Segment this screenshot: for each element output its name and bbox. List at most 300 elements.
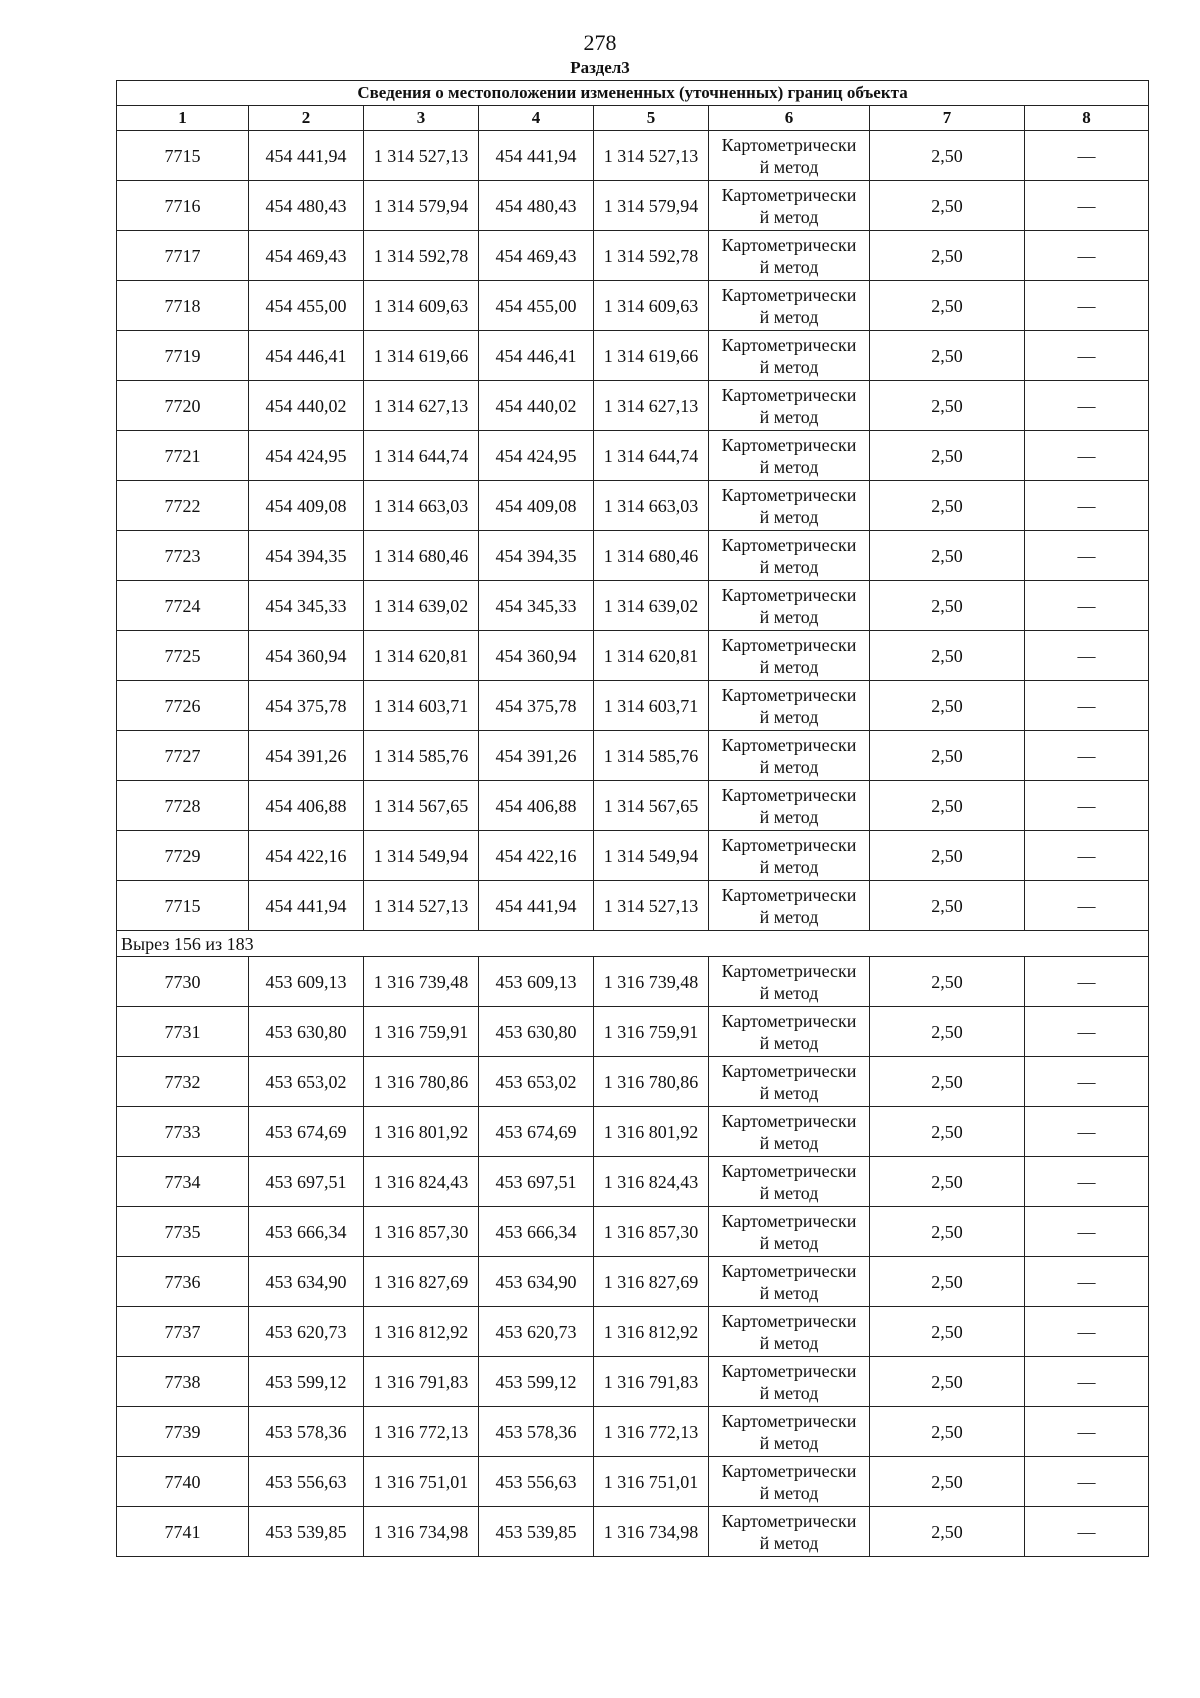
table-row [117,581,1149,631]
method-line-1: Картометрически [721,834,857,855]
coordinates-table [116,80,1149,1557]
x-coordinate-new-cell: 453 556,63 [479,1457,594,1507]
table-row [117,781,1149,831]
description-cell: — [1025,681,1149,731]
point-number-cell: 7735 [117,1207,249,1257]
accuracy-cell: 2,50 [870,1507,1025,1557]
table-row [117,1257,1149,1307]
x-coordinate-new-cell: 453 697,51 [479,1157,594,1207]
y-coordinate-new-cell: 1 316 857,30 [594,1207,709,1257]
point-number-cell: 7722 [117,481,249,531]
description-cell: — [1025,1407,1149,1457]
x-coordinate-cell: 453 599,12 [249,1357,364,1407]
table-row [117,1057,1149,1107]
x-coordinate-cell: 454 455,00 [249,281,364,331]
y-coordinate-new-cell: 1 314 527,13 [594,131,709,181]
method-cell [709,581,870,631]
method-line-2: й метод [759,1482,819,1503]
method-line-1: Картометрически [721,234,857,255]
x-coordinate-new-cell: 454 446,41 [479,331,594,381]
description-cell: — [1025,1307,1149,1357]
y-coordinate-new-cell: 1 314 579,94 [594,181,709,231]
accuracy-cell: 2,50 [870,781,1025,831]
table-row [117,881,1149,931]
accuracy-cell: 2,50 [870,1057,1025,1107]
x-coordinate-new-cell: 454 441,94 [479,881,594,931]
method-line-1: Картометрически [721,384,857,405]
y-coordinate-new-cell: 1 314 627,13 [594,381,709,431]
y-coordinate-new-cell: 1 314 592,78 [594,231,709,281]
method-line-2: й метод [759,406,819,427]
y-coordinate-new-cell: 1 316 772,13 [594,1407,709,1457]
method-line-2: й метод [759,256,819,277]
x-coordinate-cell: 454 360,94 [249,631,364,681]
accuracy-cell: 2,50 [870,481,1025,531]
method-line-1: Картометрически [721,584,857,605]
x-coordinate-new-cell: 453 599,12 [479,1357,594,1407]
description-cell: — [1025,1457,1149,1507]
accuracy-cell: 2,50 [870,731,1025,781]
method-line-1: Картометрически [721,484,857,505]
y-coordinate-new-cell: 1 316 739,48 [594,957,709,1007]
x-coordinate-new-cell: 454 424,95 [479,431,594,481]
method-line-1: Картометрически [721,884,857,905]
table-row [117,731,1149,781]
y-coordinate-new-cell: 1 314 620,81 [594,631,709,681]
table-row [117,1457,1149,1507]
method-line-2: й метод [759,756,819,777]
x-coordinate-cell: 454 409,08 [249,481,364,531]
point-number-cell: 7733 [117,1107,249,1157]
method-line-1: Картометрически [721,1510,857,1531]
accuracy-cell: 2,50 [870,1207,1025,1257]
point-number-cell: 7738 [117,1357,249,1407]
x-coordinate-new-cell: 453 666,34 [479,1207,594,1257]
x-coordinate-new-cell: 453 620,73 [479,1307,594,1357]
method-cell [709,831,870,881]
description-cell: — [1025,1507,1149,1557]
method-line-2: й метод [759,856,819,877]
y-coordinate-new-cell: 1 316 734,98 [594,1507,709,1557]
point-number-cell: 7730 [117,957,249,1007]
table-row [117,331,1149,381]
point-number-cell: 7715 [117,131,249,181]
method-cell [709,1357,870,1407]
method-line-2: й метод [759,1082,819,1103]
method-line-1: Картометрически [721,1060,857,1081]
x-coordinate-new-cell: 454 455,00 [479,281,594,331]
y-coordinate-cell: 1 316 780,86 [364,1057,479,1107]
x-coordinate-cell: 453 674,69 [249,1107,364,1157]
method-cell [709,281,870,331]
y-coordinate-new-cell: 1 314 644,74 [594,431,709,481]
page-number: 278 [583,30,617,55]
x-coordinate-new-cell: 453 609,13 [479,957,594,1007]
x-coordinate-cell: 453 653,02 [249,1057,364,1107]
method-cell [709,957,870,1007]
table-row [117,1107,1149,1157]
accuracy-cell: 2,50 [870,581,1025,631]
x-coordinate-new-cell: 454 440,02 [479,381,594,431]
method-cell [709,1207,870,1257]
method-line-1: Картометрически [721,1160,857,1181]
description-cell: — [1025,1357,1149,1407]
method-cell [709,1407,870,1457]
method-cell [709,681,870,731]
accuracy-cell: 2,50 [870,281,1025,331]
x-coordinate-new-cell: 454 391,26 [479,731,594,781]
method-cell [709,731,870,781]
x-coordinate-cell: 454 441,94 [249,881,364,931]
y-coordinate-cell: 1 316 734,98 [364,1507,479,1557]
point-number-cell: 7726 [117,681,249,731]
accuracy-cell: 2,50 [870,1107,1025,1157]
x-coordinate-cell: 453 634,90 [249,1257,364,1307]
description-cell: — [1025,531,1149,581]
method-line-1: Картометрически [721,684,857,705]
accuracy-cell: 2,50 [870,331,1025,381]
method-line-1: Картометрически [721,334,857,355]
column-header: 5 [594,106,709,131]
point-number-cell: 7717 [117,231,249,281]
x-coordinate-cell: 454 391,26 [249,731,364,781]
description-cell: — [1025,1157,1149,1207]
accuracy-cell: 2,50 [870,1407,1025,1457]
description-cell: — [1025,1207,1149,1257]
method-cell [709,1057,870,1107]
x-coordinate-new-cell: 453 630,80 [479,1007,594,1057]
table-row [117,631,1149,681]
method-line-2: й метод [759,1432,819,1453]
y-coordinate-cell: 1 316 791,83 [364,1357,479,1407]
point-number-cell: 7723 [117,531,249,581]
y-coordinate-new-cell: 1 314 609,63 [594,281,709,331]
cutout-label: Вырез 156 из 183 [117,931,1149,957]
y-coordinate-cell: 1 314 527,13 [364,131,479,181]
point-number-cell: 7720 [117,381,249,431]
table-row [117,281,1149,331]
point-number-cell: 7715 [117,881,249,931]
point-number-cell: 7729 [117,831,249,881]
method-line-1: Картометрически [721,434,857,455]
method-line-2: й метод [759,1232,819,1253]
x-coordinate-new-cell: 453 653,02 [479,1057,594,1107]
table-row [117,957,1149,1007]
method-line-1: Картометрически [721,634,857,655]
y-coordinate-cell: 1 314 663,03 [364,481,479,531]
x-coordinate-new-cell: 454 469,43 [479,231,594,281]
accuracy-cell: 2,50 [870,381,1025,431]
y-coordinate-new-cell: 1 316 812,92 [594,1307,709,1357]
method-line-1: Картометрически [721,1460,857,1481]
method-cell [709,1307,870,1357]
x-coordinate-new-cell: 454 360,94 [479,631,594,681]
table-caption: Сведения о местоположении измененных (уточненных) границ объекта [117,81,1149,106]
x-coordinate-cell: 453 620,73 [249,1307,364,1357]
point-number-cell: 7731 [117,1007,249,1057]
point-number-cell: 7732 [117,1057,249,1107]
description-cell: — [1025,581,1149,631]
y-coordinate-cell: 1 316 759,91 [364,1007,479,1057]
y-coordinate-new-cell: 1 314 680,46 [594,531,709,581]
table-row [117,231,1149,281]
y-coordinate-new-cell: 1 314 603,71 [594,681,709,731]
x-coordinate-cell: 453 630,80 [249,1007,364,1057]
y-coordinate-cell: 1 314 567,65 [364,781,479,831]
column-header: 8 [1025,106,1149,131]
method-cell [709,1457,870,1507]
description-cell: — [1025,1057,1149,1107]
y-coordinate-cell: 1 314 639,02 [364,581,479,631]
point-number-cell: 7721 [117,431,249,481]
method-line-2: й метод [759,306,819,327]
y-coordinate-cell: 1 314 644,74 [364,431,479,481]
method-cell [709,331,870,381]
x-coordinate-new-cell: 454 406,88 [479,781,594,831]
y-coordinate-cell: 1 316 824,43 [364,1157,479,1207]
x-coordinate-new-cell: 454 394,35 [479,531,594,581]
description-cell: — [1025,181,1149,231]
point-number-cell: 7727 [117,731,249,781]
accuracy-cell: 2,50 [870,231,1025,281]
x-coordinate-cell: 454 440,02 [249,381,364,431]
table-row [117,431,1149,481]
accuracy-cell: 2,50 [870,681,1025,731]
method-line-2: й метод [759,206,819,227]
point-number-cell: 7737 [117,1307,249,1357]
x-coordinate-cell: 454 375,78 [249,681,364,731]
description-cell: — [1025,1257,1149,1307]
point-number-cell: 7734 [117,1157,249,1207]
method-cell [709,1507,870,1557]
column-header: 6 [709,106,870,131]
method-line-1: Картометрически [721,960,857,981]
point-number-cell: 7716 [117,181,249,231]
description-cell: — [1025,831,1149,881]
method-line-2: й метод [759,556,819,577]
method-line-1: Картометрически [721,284,857,305]
y-coordinate-cell: 1 314 680,46 [364,531,479,581]
accuracy-cell: 2,50 [870,881,1025,931]
method-cell [709,781,870,831]
method-cell [709,531,870,581]
method-line-2: й метод [759,806,819,827]
point-number-cell: 7724 [117,581,249,631]
method-cell [709,1007,870,1057]
method-cell [709,181,870,231]
method-line-1: Картометрически [721,734,857,755]
x-coordinate-new-cell: 454 422,16 [479,831,594,881]
y-coordinate-cell: 1 314 603,71 [364,681,479,731]
method-line-1: Картометрически [721,1410,857,1431]
column-header: 4 [479,106,594,131]
table-row [117,131,1149,181]
point-number-cell: 7736 [117,1257,249,1307]
method-line-1: Картометрически [721,1260,857,1281]
x-coordinate-cell: 453 578,36 [249,1407,364,1457]
accuracy-cell: 2,50 [870,1457,1025,1507]
x-coordinate-cell: 453 666,34 [249,1207,364,1257]
x-coordinate-cell: 454 394,35 [249,531,364,581]
description-cell: — [1025,1107,1149,1157]
accuracy-cell: 2,50 [870,131,1025,181]
method-line-2: й метод [759,706,819,727]
y-coordinate-cell: 1 314 619,66 [364,331,479,381]
accuracy-cell: 2,50 [870,1007,1025,1057]
y-coordinate-new-cell: 1 314 585,76 [594,731,709,781]
accuracy-cell: 2,50 [870,1157,1025,1207]
description-cell: — [1025,381,1149,431]
method-line-1: Картометрически [721,1210,857,1231]
point-number-cell: 7719 [117,331,249,381]
x-coordinate-new-cell: 454 480,43 [479,181,594,231]
x-coordinate-new-cell: 454 409,08 [479,481,594,531]
accuracy-cell: 2,50 [870,631,1025,681]
y-coordinate-cell: 1 316 739,48 [364,957,479,1007]
point-number-cell: 7718 [117,281,249,331]
y-coordinate-cell: 1 316 857,30 [364,1207,479,1257]
method-cell [709,131,870,181]
method-line-2: й метод [759,1382,819,1403]
method-line-2: й метод [759,356,819,377]
y-coordinate-cell: 1 316 801,92 [364,1107,479,1157]
method-cell [709,631,870,681]
column-header: 2 [249,106,364,131]
x-coordinate-new-cell: 453 578,36 [479,1407,594,1457]
y-coordinate-new-cell: 1 314 663,03 [594,481,709,531]
method-line-2: й метод [759,1132,819,1153]
method-cell [709,481,870,531]
table-row [117,481,1149,531]
table-row [117,1307,1149,1357]
description-cell: — [1025,957,1149,1007]
method-line-1: Картометрически [721,134,857,155]
table-row [117,1357,1149,1407]
method-line-2: й метод [759,156,819,177]
section-title: Раздел3 [570,58,630,77]
y-coordinate-new-cell: 1 316 751,01 [594,1457,709,1507]
description-cell: — [1025,631,1149,681]
y-coordinate-cell: 1 314 627,13 [364,381,479,431]
y-coordinate-cell: 1 314 579,94 [364,181,479,231]
accuracy-cell: 2,50 [870,531,1025,581]
accuracy-cell: 2,50 [870,831,1025,881]
x-coordinate-cell: 454 446,41 [249,331,364,381]
x-coordinate-cell: 454 345,33 [249,581,364,631]
y-coordinate-cell: 1 314 592,78 [364,231,479,281]
x-coordinate-new-cell: 454 345,33 [479,581,594,631]
accuracy-cell: 2,50 [870,431,1025,481]
description-cell: — [1025,331,1149,381]
column-header: 3 [364,106,479,131]
accuracy-cell: 2,50 [870,1357,1025,1407]
method-line-2: й метод [759,656,819,677]
y-coordinate-new-cell: 1 314 527,13 [594,881,709,931]
table-header-row [117,106,1149,131]
table-row [117,381,1149,431]
x-coordinate-cell: 454 406,88 [249,781,364,831]
table-row [117,1207,1149,1257]
point-number-cell: 7725 [117,631,249,681]
y-coordinate-cell: 1 316 827,69 [364,1257,479,1307]
method-line-2: й метод [759,1282,819,1303]
y-coordinate-cell: 1 314 527,13 [364,881,479,931]
method-cell [709,881,870,931]
method-line-1: Картометрически [721,1360,857,1381]
cutout-label-row [117,931,1149,957]
column-header: 7 [870,106,1025,131]
column-header: 1 [117,106,249,131]
x-coordinate-cell: 454 424,95 [249,431,364,481]
x-coordinate-cell: 454 480,43 [249,181,364,231]
x-coordinate-cell: 453 697,51 [249,1157,364,1207]
table-row [117,1407,1149,1457]
method-line-1: Картометрически [721,784,857,805]
table-row [117,681,1149,731]
description-cell: — [1025,431,1149,481]
y-coordinate-new-cell: 1 316 780,86 [594,1057,709,1107]
method-line-2: й метод [759,1332,819,1353]
y-coordinate-new-cell: 1 314 639,02 [594,581,709,631]
y-coordinate-cell: 1 314 585,76 [364,731,479,781]
method-line-2: й метод [759,1032,819,1053]
description-cell: — [1025,731,1149,781]
accuracy-cell: 2,50 [870,181,1025,231]
accuracy-cell: 2,50 [870,1307,1025,1357]
y-coordinate-new-cell: 1 314 549,94 [594,831,709,881]
point-number-cell: 7728 [117,781,249,831]
method-line-1: Картометрически [721,1110,857,1131]
y-coordinate-cell: 1 314 549,94 [364,831,479,881]
method-cell [709,381,870,431]
table-caption-row [117,81,1149,106]
point-number-cell: 7740 [117,1457,249,1507]
y-coordinate-cell: 1 314 609,63 [364,281,479,331]
point-number-cell: 7739 [117,1407,249,1457]
x-coordinate-new-cell: 454 441,94 [479,131,594,181]
x-coordinate-cell: 454 469,43 [249,231,364,281]
method-line-1: Картометрически [721,534,857,555]
method-line-2: й метод [759,1182,819,1203]
method-line-1: Картометрически [721,184,857,205]
table-row [117,531,1149,581]
method-cell [709,1107,870,1157]
description-cell: — [1025,781,1149,831]
table-row [117,181,1149,231]
description-cell: — [1025,131,1149,181]
description-cell: — [1025,231,1149,281]
method-line-2: й метод [759,1532,819,1553]
method-line-1: Картометрически [721,1310,857,1331]
accuracy-cell: 2,50 [870,957,1025,1007]
description-cell: — [1025,881,1149,931]
y-coordinate-cell: 1 316 751,01 [364,1457,479,1507]
y-coordinate-cell: 1 316 772,13 [364,1407,479,1457]
y-coordinate-new-cell: 1 316 801,92 [594,1107,709,1157]
point-number-cell: 7741 [117,1507,249,1557]
x-coordinate-cell: 453 556,63 [249,1457,364,1507]
table-row [117,1157,1149,1207]
method-cell [709,1257,870,1307]
method-line-2: й метод [759,506,819,527]
y-coordinate-cell: 1 316 812,92 [364,1307,479,1357]
description-cell: — [1025,1007,1149,1057]
method-line-1: Картометрически [721,1010,857,1031]
method-line-2: й метод [759,906,819,927]
y-coordinate-new-cell: 1 316 827,69 [594,1257,709,1307]
method-line-2: й метод [759,982,819,1003]
y-coordinate-new-cell: 1 316 759,91 [594,1007,709,1057]
